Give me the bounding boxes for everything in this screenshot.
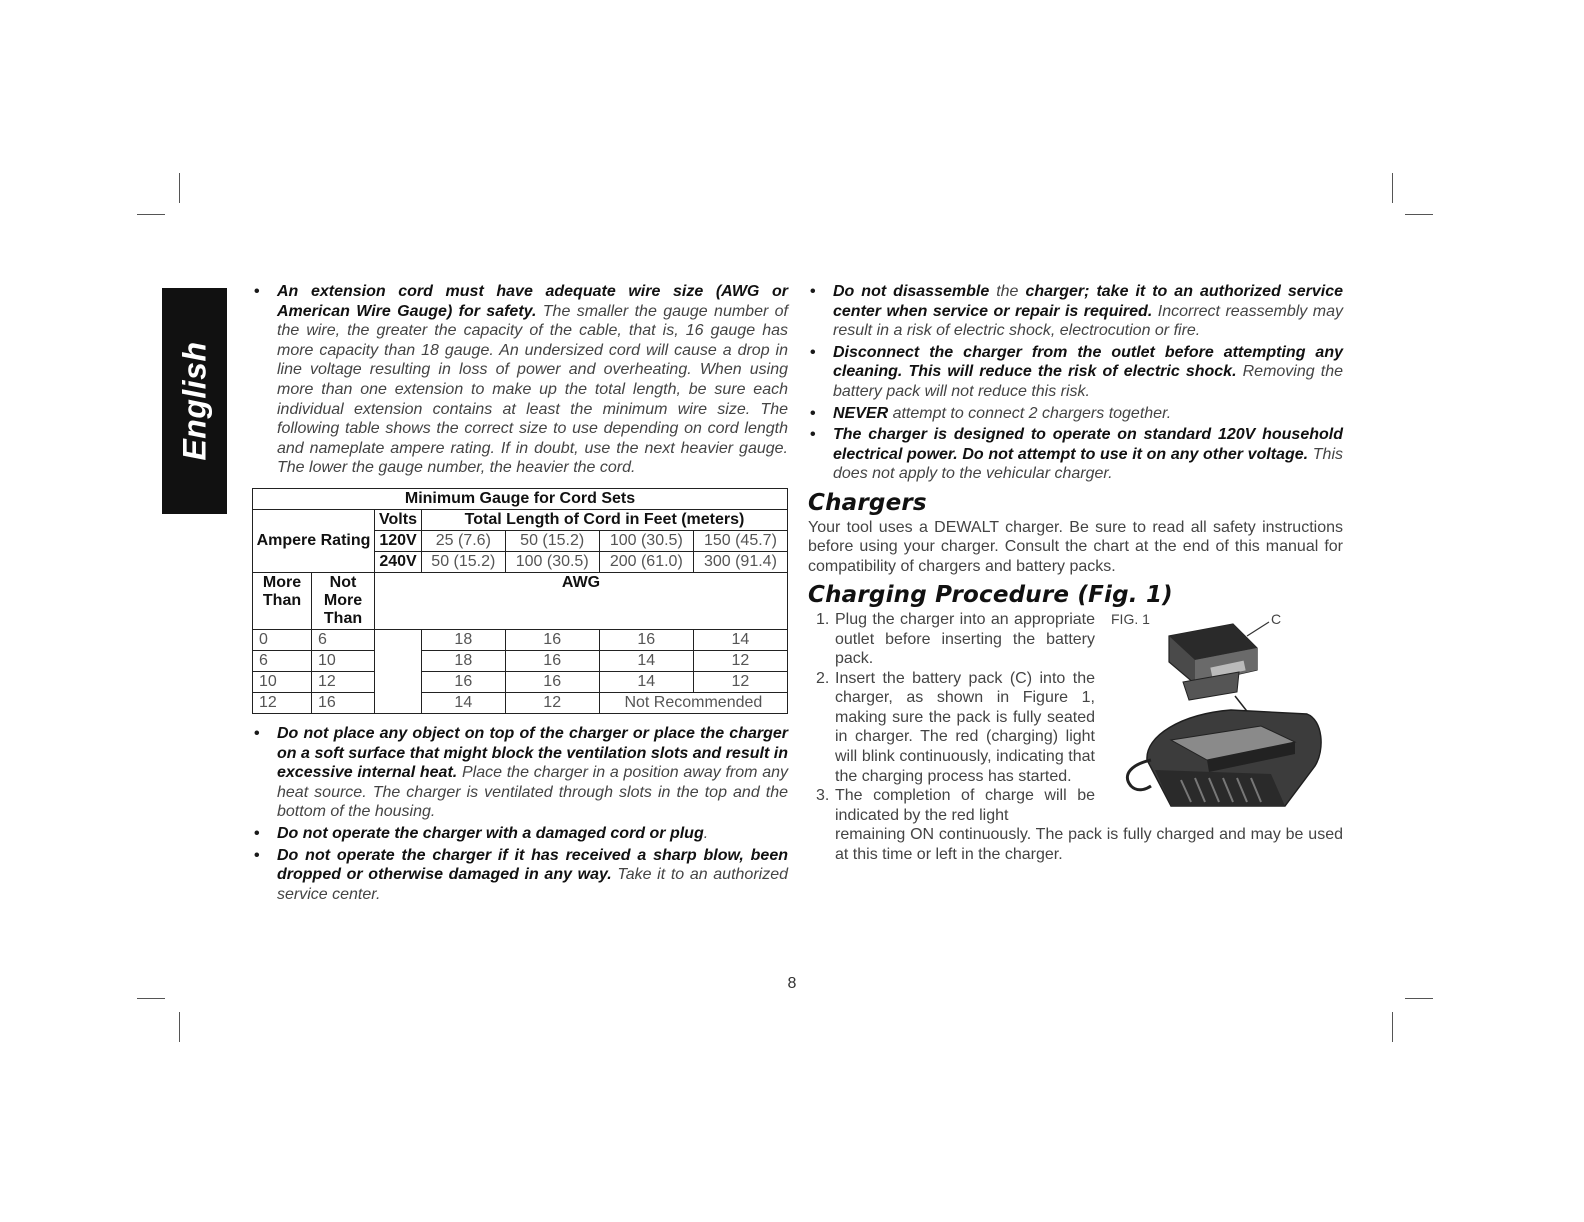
table-cell: 16: [599, 629, 693, 650]
crop-mark: [1392, 1012, 1393, 1042]
bullet-dot: •: [810, 283, 816, 300]
bullet-text: attempt to connect 2 chargers together.: [888, 404, 1172, 422]
length-cell: 100 (30.5): [505, 551, 599, 572]
chargers-heading: Chargers: [808, 489, 927, 516]
procedure-step: [808, 610, 1095, 669]
table-cell: Not Recommended: [599, 692, 787, 713]
table-cell: 14: [599, 671, 693, 692]
table-cell: 16: [312, 692, 375, 713]
table-title: Minimum Gauge for Cord Sets: [253, 488, 788, 509]
table-row: [253, 671, 788, 692]
table-cell: 16: [505, 650, 599, 671]
bullet-damaged-cord: [252, 824, 788, 844]
length-cell: 300 (91.4): [693, 551, 787, 572]
crop-mark: [1392, 173, 1393, 203]
bullet-dot: •: [810, 343, 816, 361]
bullet-bold: Disconnect the charger from the outlet before attempting any cleaning. This will reduce the risk of electric shock.: [833, 343, 1343, 381]
bullet-text: Removing the battery pack will not reduce this risk.: [833, 363, 1343, 400]
procedure-step: [808, 669, 1095, 787]
bullet-bold: An extension cord must have adequate wire size (AWG or American Wire Gauge) for safety.: [277, 283, 788, 320]
table-cell: 16: [505, 671, 599, 692]
step-number: 2.: [816, 669, 830, 687]
empty-cell: [375, 629, 422, 713]
crop-mark: [1405, 214, 1433, 215]
table-row: [253, 692, 788, 713]
crop-mark: [1405, 998, 1433, 999]
bullet-disconnect: [808, 343, 1343, 402]
length-cell: 50 (15.2): [505, 530, 599, 551]
bullet-text: the: [989, 283, 1026, 300]
bullet-extension-cord: [252, 282, 788, 478]
table-row: [253, 629, 788, 650]
page-number: 8: [787, 975, 797, 992]
voltage-120: 120V: [375, 530, 422, 551]
charging-procedure-heading: Charging Procedure (Fig. 1): [808, 582, 1173, 609]
bullet-disassemble: [808, 282, 1343, 341]
bullet-bold: Do not disassemble: [833, 283, 990, 300]
bullet-never-connect: [808, 404, 1343, 424]
table-cell: 6: [253, 650, 312, 671]
step-number: 3.: [816, 787, 830, 805]
awg-header: AWG: [375, 572, 788, 629]
crop-mark: [137, 214, 165, 215]
step-text: The completion of charge will be indicated by the red light: [835, 787, 1095, 824]
table-cell: 12: [312, 671, 375, 692]
bullet-text: Place the charger in a position away from any heat source. The charger is ventilated through slots in the top and the bottom of the housing.: [277, 764, 789, 821]
bullet-bold: NEVER: [833, 404, 889, 422]
figure-label: FIG. 1: [1111, 610, 1150, 627]
table-cell: 18: [422, 650, 506, 671]
table-cell: 12: [505, 692, 599, 713]
volts-header: Volts: [375, 509, 422, 530]
bullet-dot: •: [810, 426, 816, 444]
length-cell: 25 (7.6): [422, 530, 506, 551]
language-tab: [162, 288, 227, 514]
table-cell: 14: [599, 650, 693, 671]
bullet-dot: •: [810, 404, 816, 422]
length-cell: 150 (45.7): [693, 530, 787, 551]
table-cell: 12: [693, 671, 787, 692]
bullet-bold: Do not operate the charger if it has received a sharp blow, been dropped or otherwise damaged in any way.: [277, 846, 788, 884]
voltage-240: 240V: [375, 551, 422, 572]
bullet-dot: •: [254, 283, 260, 300]
ampere-rating-header: Ampere Rating: [253, 509, 375, 572]
battery-pack-icon: [1169, 624, 1257, 700]
step-number: 1.: [816, 610, 830, 628]
total-length-header: Total Length of Cord in Feet (meters): [422, 509, 788, 530]
step-text: Plug the charger into an appropriate outlet before inserting the battery pack.: [835, 610, 1095, 668]
table-cell: 10: [312, 650, 375, 671]
language-tab-label: English: [176, 341, 212, 461]
table-cell: 6: [312, 629, 375, 650]
table-cell: 10: [253, 671, 312, 692]
bullet-voltage: [808, 425, 1343, 484]
table-row: [253, 650, 788, 671]
charger-illustration: [1111, 610, 1341, 820]
crop-mark: [179, 1012, 180, 1042]
length-cell: 100 (30.5): [599, 530, 693, 551]
left-column: [252, 282, 788, 906]
bullet-sharp-blow: [252, 846, 788, 905]
crop-mark: [137, 998, 165, 999]
crop-mark: [179, 173, 180, 203]
step-text: Insert the battery pack (C) into the charger, as shown in Figure 1, making sure the pack is fully seated in charger. The red (charging) light will blink continuously, indicating that the charging process has started.: [835, 669, 1095, 785]
bullet-dot: •: [254, 724, 260, 742]
table-cell: 18: [422, 629, 506, 650]
bullet-text: Incorrect reassembly may result in a risk of electric shock, electrocution or fire.: [833, 302, 1343, 340]
bullet-dot: •: [254, 824, 260, 842]
charging-procedure: [808, 610, 1343, 865]
step-text-continued: remaining ON continuously. The pack is fully charged and may be used at this time or left in the charger.: [835, 826, 1343, 864]
bullet-bold: The charger is designed to operate on standard 120V household electrical power. Do not attempt to use it on any other voltage.: [833, 426, 1343, 463]
bullet-dot: •: [254, 846, 260, 864]
cord-gauge-table: [252, 488, 788, 714]
table-cell: 16: [505, 629, 599, 650]
bullet-text: The smaller the gauge number of the wire, the greater the capacity of the cable, that is, 16 gauge has more capacity than 18 gauge. An undersized cord will cause a drop in line voltage resulting in loss of power and overheating. When using more than one extension to make up the total length, be sure each individual extension contains at least the minimum wire size. The following table shows the correct size to use depending on cord length and nameplate ampere rating. If in doubt, use the next heavier gauge. The lower the gauge number, the heavier the cord.: [277, 302, 789, 477]
bullet-text: .: [703, 824, 709, 842]
table-cell: 12: [253, 692, 312, 713]
table-cell: 16: [422, 671, 506, 692]
charger-icon: [1127, 710, 1321, 806]
table-cell: 0: [253, 629, 312, 650]
bullet-ventilation: [252, 724, 788, 822]
not-more-than-header: Not More Than: [312, 572, 375, 629]
bullet-text: Take it to an authorized service center.: [277, 866, 788, 903]
chargers-body: Your tool uses a DEWALT charger. Be sure to read all safety instructions before using your charger. Consult the chart at the end of this manual for compatibility of chargers and battery packs.: [808, 518, 1343, 575]
bullet-bold: charger; take it to an authorized service center when service or repair is required.: [833, 283, 1343, 320]
callout-label: C: [1271, 610, 1282, 627]
table-cell: 14: [422, 692, 506, 713]
bullet-text: This does not apply to the vehicular charger.: [833, 445, 1344, 483]
length-cell: 200 (61.0): [599, 551, 693, 572]
table-cell: 14: [693, 629, 787, 650]
bullet-bold: Do not place any object on top of the charger or place the charger on a soft surface that might block the ventilation slots and result in excessive internal heat.: [277, 724, 788, 782]
bullet-bold: Do not operate the charger with a damaged cord or plug: [277, 824, 704, 842]
length-cell: 50 (15.2): [422, 551, 506, 572]
figure-1: [1111, 610, 1341, 820]
more-than-header: More Than: [253, 572, 312, 629]
table-cell: 12: [693, 650, 787, 671]
right-column: [808, 282, 1343, 865]
